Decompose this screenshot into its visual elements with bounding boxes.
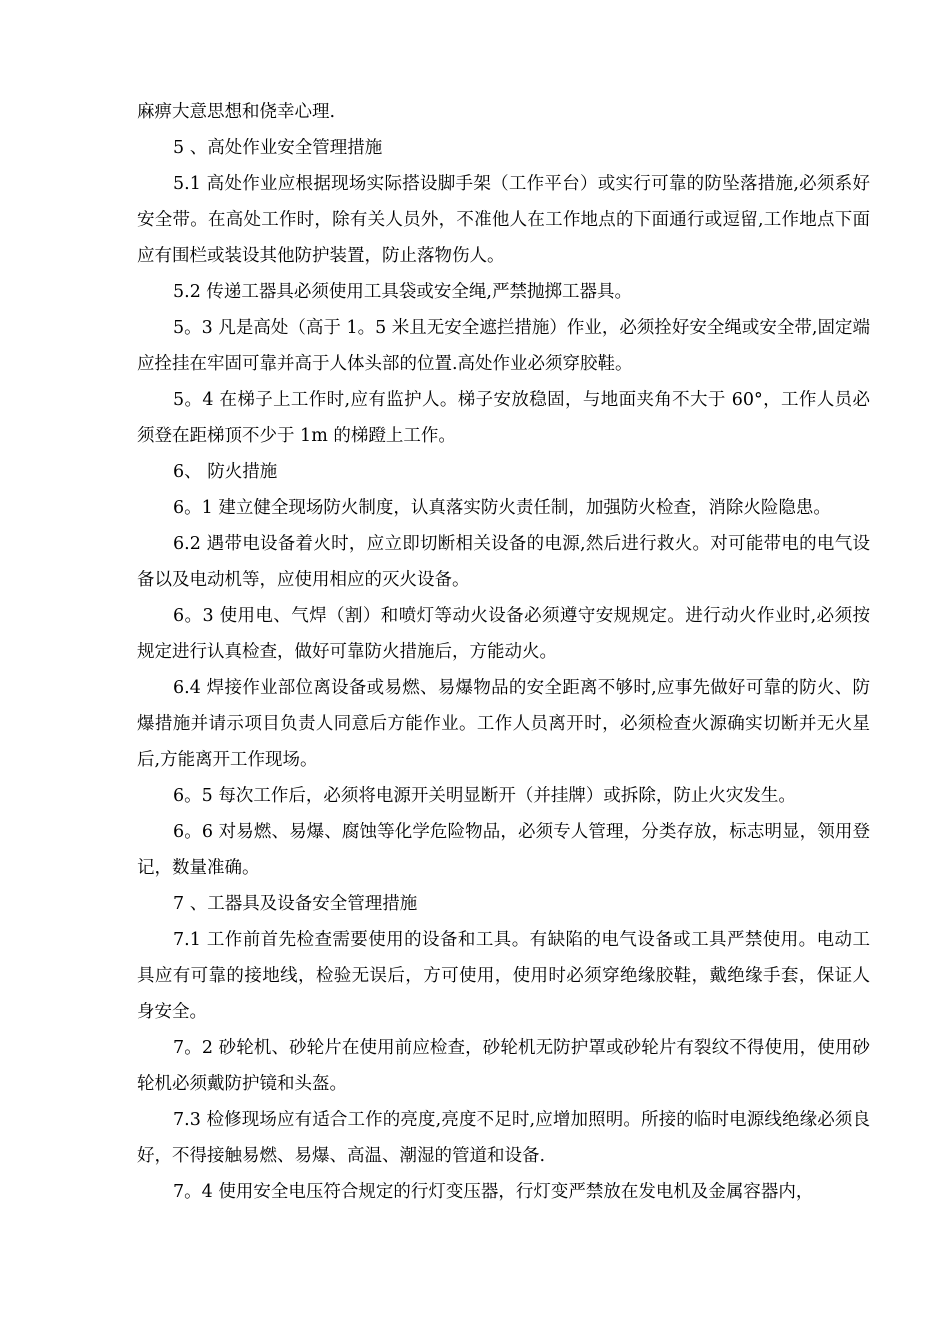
paragraph-1: 麻痹大意思想和侥幸心理. — [137, 102, 336, 122]
paragraph-5-2: 5.2 传递工器具必须使用工具袋或安全绳,严禁抛掷工器具。 — [173, 282, 632, 302]
paragraph-6-5: 6。5 每次工作后，必须将电源开关明显断开（并挂牌）或拆除，防止火灾发生。 — [173, 786, 796, 806]
document-body — [137, 94, 870, 1210]
paragraph-7-3: 7.3 检修现场应有适合工作的亮度,亮度不足时,应增加照明。所接的临时电源线绝缘必须良好，不得接触易燃、易爆、高温、潮湿的管道和设备. — [137, 1110, 870, 1166]
paragraph-6-1: 6。1 建立健全现场防火制度，认真落实防火责任制，加强防火检查，消除火险隐患。 — [173, 498, 831, 518]
section-heading-7: 7 、工器具及设备安全管理措施 — [173, 894, 418, 914]
section-heading-6: 6、 防火措施 — [173, 462, 278, 482]
section-heading-5: 5 、高处作业安全管理措施 — [173, 138, 383, 158]
paragraph-7-2: 7。2 砂轮机、砂轮片在使用前应检查，砂轮机无防护罩或砂轮片有裂纹不得使用，使用砂轮机必须戴防护镜和头盔。 — [137, 1038, 870, 1094]
paragraph-7-4: 7。4 使用安全电压符合规定的行灯变压器，行灯变严禁放在发电机及金属容器内， — [173, 1182, 814, 1202]
paragraph-5-4: 5。4 在梯子上工作时,应有监护人。梯子安放稳固，与地面夹角不大于 60°，工作人员必须登在距梯顶不少于 1m 的梯蹬上工作。 — [137, 390, 870, 446]
paragraph-6-6: 6。6 对易燃、易爆、腐蚀等化学危险物品，必须专人管理，分类存放，标志明显，领用登记，数量准确。 — [137, 822, 870, 878]
paragraph-5-3: 5。3 凡是高处（高于 1。5 米且无安全遮拦措施）作业，必须拴好安全绳或安全带,固定端应拴挂在牢固可靠并高于人体头部的位置.高处作业必须穿胶鞋。 — [137, 318, 870, 374]
paragraph-6-4: 6.4 焊接作业部位离设备或易燃、易爆物品的安全距离不够时,应事先做好可靠的防火、防爆措施并请示项目负责人同意后方能作业。工作人员离开时，必须检查火源确实切断并无火星后,方能离开工作现场。 — [137, 678, 870, 770]
paragraph-6-2: 6.2 遇带电设备着火时，应立即切断相关设备的电源,然后进行救火。对可能带电的电气设备以及电动机等，应使用相应的灭火设备。 — [137, 534, 870, 590]
paragraph-6-3: 6。3 使用电、气焊（割）和喷灯等动火设备必须遵守安规规定。进行动火作业时,必须按规定进行认真检查，做好可靠防火措施后，方能动火。 — [137, 606, 870, 662]
paragraph-7-1: 7.1 工作前首先检查需要使用的设备和工具。有缺陷的电气设备或工具严禁使用。电动工具应有可靠的接地线，检验无误后，方可使用，使用时必须穿绝缘胶鞋，戴绝缘手套，保证人身安全。 — [137, 930, 870, 1022]
paragraph-5-1: 5.1 高处作业应根据现场实际搭设脚手架（工作平台）或实行可靠的防坠落措施,必须系好安全带。在高处工作时，除有关人员外，不准他人在工作地点的下面通行或逗留,工作地点下面应有围栏或装设其他防护装置，防止落物伤人。 — [137, 174, 870, 266]
